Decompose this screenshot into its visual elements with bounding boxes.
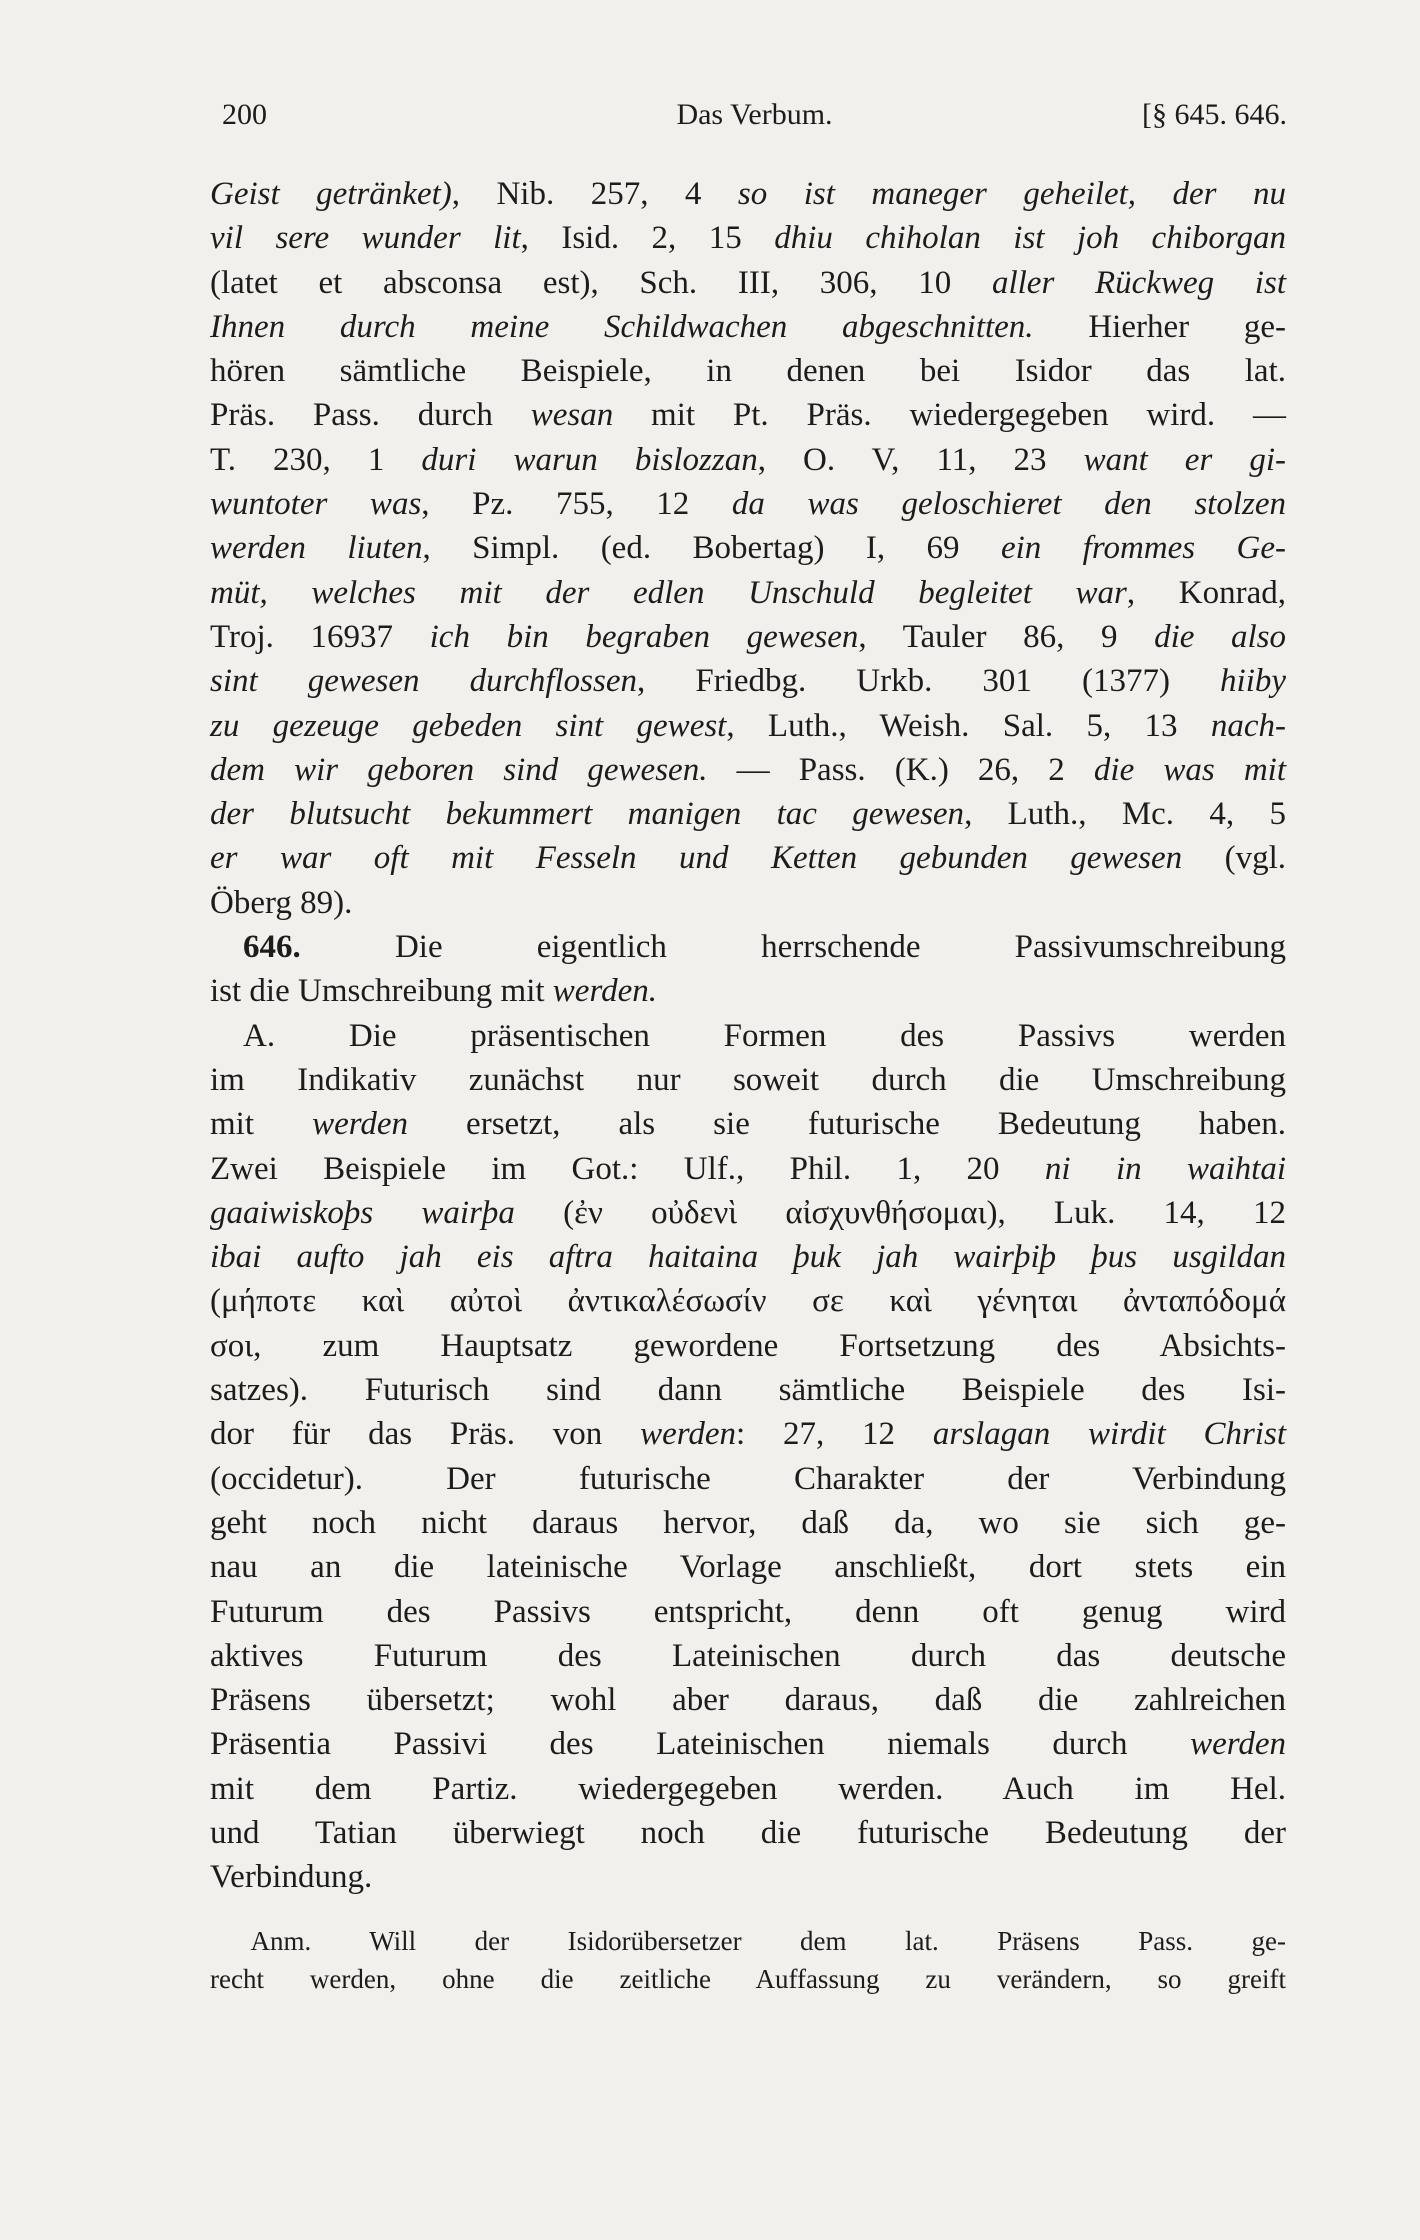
text-line: der blutsucht bekummert manigen tac gewesen, Luth., Mc. 4, 5	[210, 796, 1286, 833]
text-line: im Indikativ zunächst nur soweit durch die Umschreibung	[210, 1061, 1286, 1098]
text-line: sint gewesen durchflossen, Friedbg. Urkb. 301 (1377) hiiby	[210, 663, 1287, 700]
text-line: müt, welches mit der edlen Unschuld begleitet war, Konrad,	[210, 574, 1286, 611]
text-line: wuntoter was, Pz. 755, 12 da was geloschieret den stolzen	[210, 486, 1286, 523]
text-line: nau an die lateinische Vorlage anschließt, dort stets ein	[210, 1549, 1286, 1586]
text-line: Präs. Pass. durch wesan mit Pt. Präs. wiedergegeben wird. —	[210, 397, 1287, 434]
text-line: T. 230, 1 duri warun bislozzan, O. V, 11, 23 want er gi-	[210, 441, 1287, 478]
text-line: gaaiwiskoþs wairþa (ἐν οὐδενὶ αἰσχυνθήσομαι), Luk. 14, 12	[210, 1194, 1286, 1231]
text-line: ist die Umschreibung mit werden.	[210, 973, 657, 1010]
text-line: satzes). Futurisch sind dann sämtliche Beispiele des Isi-	[210, 1372, 1286, 1409]
section-reference: [§ 645. 646.	[1142, 98, 1287, 131]
text-line: Futurum des Passivs entspricht, denn oft genug wird	[210, 1593, 1286, 1630]
text-line: werden liuten, Simpl. (ed. Bobertag) I, 69 ein frommes Ge-	[210, 530, 1286, 567]
text-line: (occidetur). Der futurische Charakter der Verbindung	[210, 1460, 1286, 1497]
annotation-line: Anm. Will der Isidorübersetzer dem lat. Präsens Pass. ge-	[210, 1925, 1286, 1956]
text-line: Zwei Beispiele im Got.: Ulf., Phil. 1, 20 ni in waihtai	[210, 1150, 1286, 1187]
text-line: vil sere wunder lit, Isid. 2, 15 dhiu chiholan ist joh chiborgan	[210, 220, 1286, 257]
text-line: A. Die präsentischen Formen des Passivs werden	[210, 1017, 1286, 1054]
text-line: er war oft mit Fesseln und Ketten gebunden gewesen (vgl.	[210, 840, 1286, 877]
running-header	[222, 92, 1287, 138]
text-line: Öberg 89).	[210, 884, 353, 921]
text-line: Präsentia Passivi des Lateinischen niemals durch werden	[210, 1726, 1286, 1763]
text-line: zu gezeuge gebeden sint gewest, Luth., Weish. Sal. 5, 13 nach-	[210, 707, 1287, 744]
running-title: Das Verbum.	[676, 98, 833, 131]
text-line: Geist getränket), Nib. 257, 4 so ist maneger geheilet, der nu	[210, 176, 1286, 212]
annotation-line: recht werden, ohne die zeitliche Auffassung zu verändern, so greift	[210, 1963, 1286, 1994]
text-line: σοι, zum Hauptsatz gewordene Fortsetzung des Absichts-	[210, 1327, 1286, 1364]
text-line: geht noch nicht daraus hervor, daß da, wo sie sich ge-	[210, 1504, 1286, 1541]
text-line: aktives Futurum des Lateinischen durch das deutsche	[210, 1637, 1286, 1674]
text-line: Präsens übersetzt; wohl aber daraus, daß die zahlreichen	[210, 1682, 1286, 1719]
text-line: hören sämtliche Beispiele, in denen bei Isidor das lat.	[210, 353, 1286, 390]
text-line: (latet et absconsa est), Sch. III, 306, 10 aller Rückweg ist	[210, 264, 1286, 301]
text-line: Verbindung.	[210, 1859, 373, 1896]
text-line: und Tatian überwiegt noch die futurische Bedeutung der	[210, 1814, 1286, 1851]
text-line: ibai aufto jah eis aftra haitaina þuk jah wairþiþ þus usgildan	[210, 1239, 1286, 1276]
text-line: Ihnen durch meine Schildwachen abgeschnitten. Hierher ge-	[210, 308, 1286, 345]
page-number: 200	[222, 98, 267, 131]
text-line: dor für das Präs. von werden: 27, 12 arslagan wirdit Christ	[210, 1416, 1286, 1453]
text-line: dem wir geboren sind gewesen. — Pass. (K.) 26, 2 die was mit	[210, 751, 1286, 788]
body-text	[210, 172, 1286, 1998]
text-line: mit werden ersetzt, als sie futurische Bedeutung haben.	[210, 1106, 1286, 1143]
text-line: mit dem Partiz. wiedergegeben werden. Auch im Hel.	[210, 1770, 1286, 1807]
text-line: Troj. 16937 ich bin begraben gewesen, Tauler 86, 9 die also	[210, 618, 1287, 655]
text-line: 646. Die eigentlich herrschende Passivumschreibung	[243, 929, 1286, 966]
text-line: (μήποτε καὶ αὐτοὶ ἀντικαλέσωσίν σε καὶ γένηται ἀνταπόδομά	[210, 1283, 1286, 1320]
